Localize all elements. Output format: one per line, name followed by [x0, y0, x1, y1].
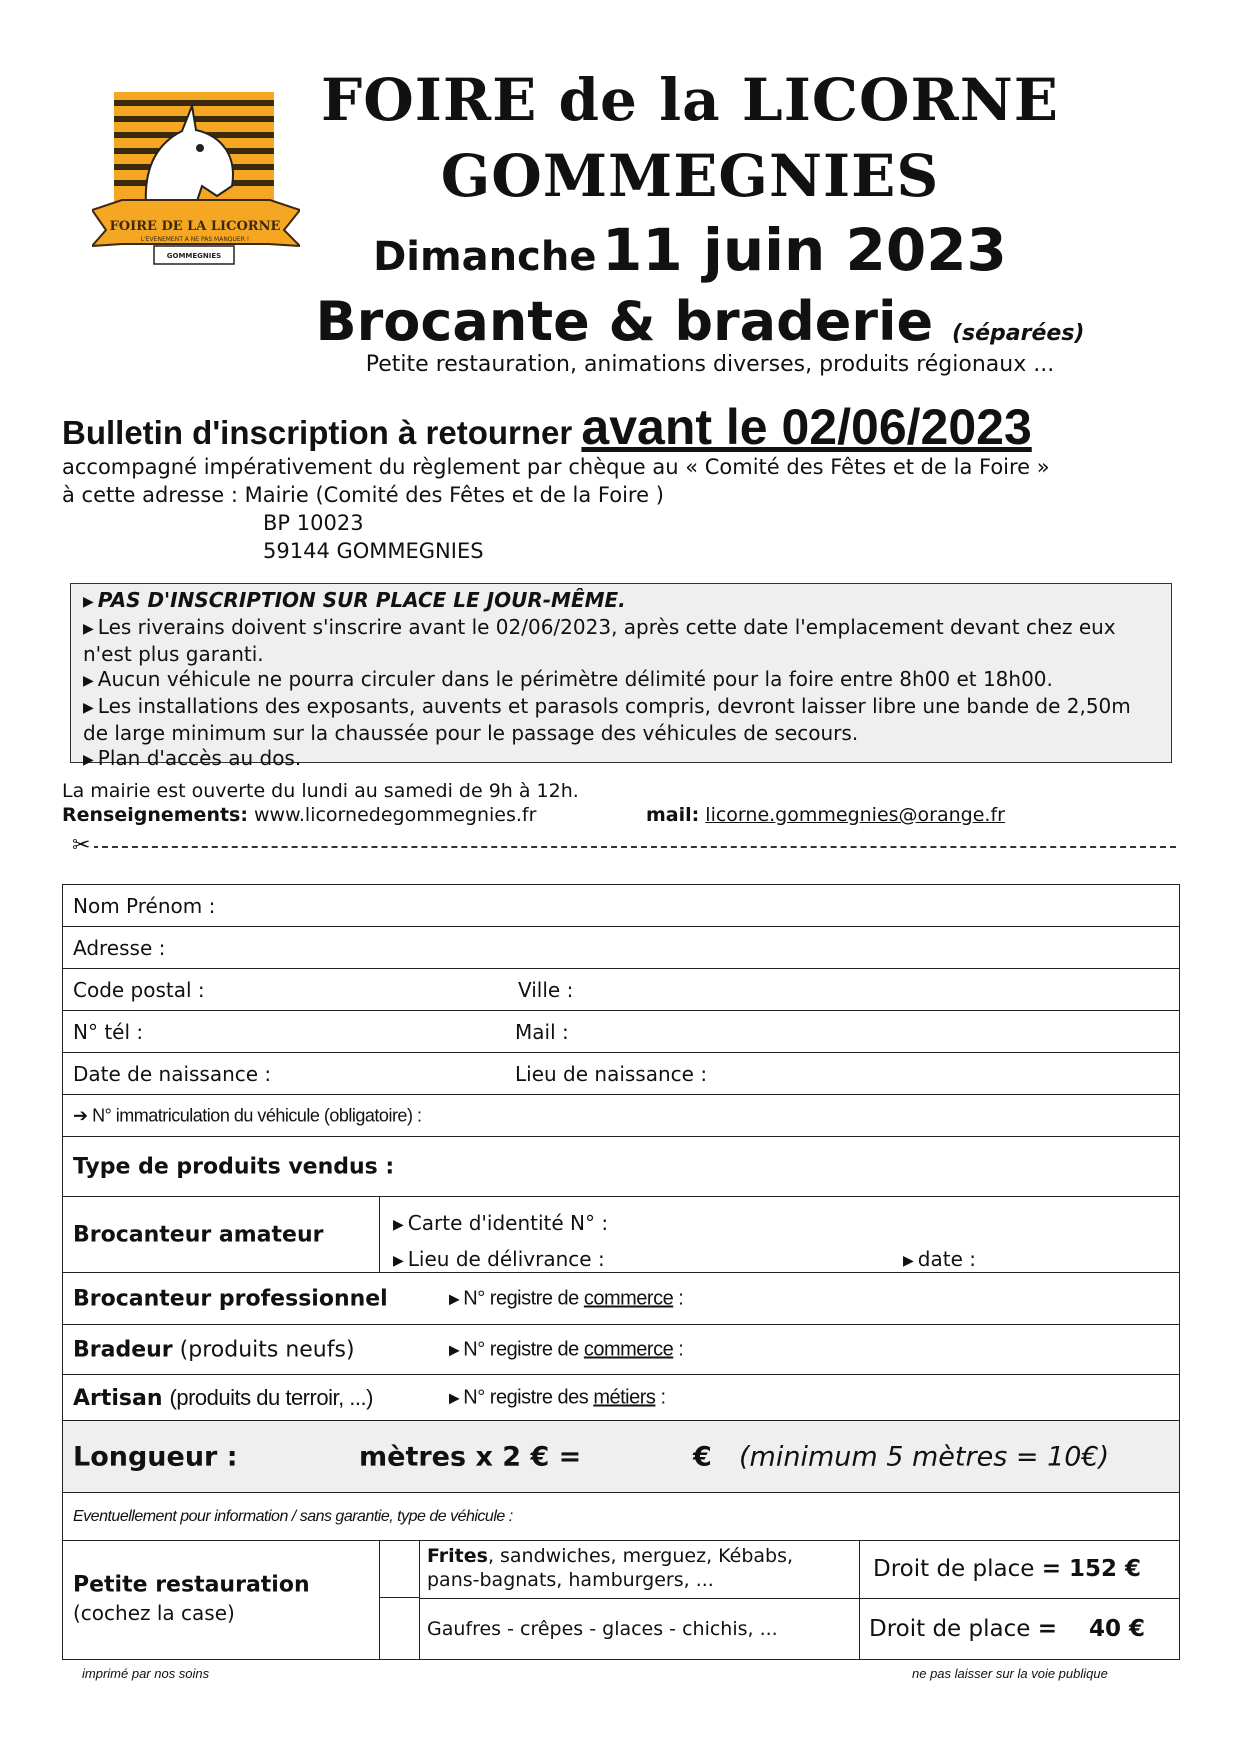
field-ville: Ville : [518, 977, 574, 1002]
footer-right: ne pas laisser sur la voie publique [912, 1666, 1108, 1681]
divider [859, 1541, 860, 1659]
registre-suffix: : [678, 1287, 684, 1309]
bulletin-text: Bulletin d'inscription à retourner [62, 414, 573, 451]
label-metres: mètres x 2 € = [359, 1441, 582, 1472]
triangle-right-icon: ▶ [449, 1341, 460, 1357]
gaufres-text: Gaufres - crêpes - glaces - chichis, ... [427, 1618, 778, 1640]
artisan-note: (produits du terroir, ...) [169, 1384, 373, 1410]
event-name [300, 290, 1100, 353]
field-nom: Nom Prénom : [73, 893, 216, 918]
droit-place-2 [869, 1616, 1145, 1642]
logo-tagline: L'EVENEMENT A NE PAS MANQUER ! [140, 236, 250, 243]
droit-label: Droit de place [873, 1556, 1035, 1582]
logo-text: FOIRE DE LA LICORNE [109, 219, 281, 234]
label-amateur: Brocanteur amateur [73, 1222, 324, 1247]
droit-label: Droit de place [869, 1616, 1031, 1642]
triangle-right-icon: ▶ [393, 1217, 404, 1233]
label-euro: € [693, 1441, 712, 1472]
field-adresse: Adresse : [73, 935, 166, 960]
notice-item [83, 746, 1159, 773]
notice-text: Les installations des exposants, auvents et parasols compris, devront laisser libre une bande de 2,50m de large minimum sur la chaussée pour le passage des véhicules de secours. [83, 694, 1131, 745]
metiers-word: métiers [593, 1386, 656, 1408]
frites-rest: , sandwiches, merguez, Kébabs, pans-bagnats, hamburgers, ... [427, 1545, 794, 1591]
immat-label: N° immatriculation du véhicule (obligatoire) : [92, 1105, 422, 1125]
row-code-postal[interactable] [63, 969, 1179, 1011]
mail-label: mail: [646, 804, 700, 826]
field-code-postal: Code postal : [73, 977, 205, 1002]
triangle-right-icon: ▶ [393, 1253, 404, 1269]
row-tel[interactable] [63, 1011, 1179, 1053]
droit-place-1 [873, 1556, 1141, 1582]
notice-item [83, 588, 1159, 615]
bulletin-deadline: avant le 02/06/2023 [581, 399, 1032, 455]
label-minimum: (minimum 5 mètres = 10€) [739, 1441, 1110, 1472]
event-note: (séparées) [951, 321, 1085, 346]
field-mail: Mail : [515, 1019, 569, 1044]
field-immat [73, 1105, 421, 1126]
field-vehicule-info: Eventuellement pour information / sans garantie, type de véhicule : [73, 1507, 513, 1525]
email-link[interactable]: licorne.gommegnies@orange.fr [705, 804, 1005, 826]
triangle-right-icon: ▶ [449, 1290, 460, 1306]
row-professionnel[interactable] [63, 1273, 1179, 1325]
row-amateur[interactable] [63, 1197, 1179, 1273]
logo-place: GOMMEGNIES [166, 252, 222, 260]
triangle-right-icon: ▶ [83, 752, 94, 768]
triangle-right-icon: ▶ [83, 594, 94, 610]
label-bradeur [73, 1337, 355, 1362]
bulletin-address1: BP 10023 [263, 511, 364, 535]
subtitle: Petite restauration, animations diverses, produits régionaux ... [365, 352, 1055, 377]
row-bradeur[interactable] [63, 1325, 1179, 1375]
row-type-produits[interactable] [63, 1137, 1179, 1197]
renseignements [62, 804, 536, 826]
registration-form [62, 884, 1180, 1660]
divider [419, 1598, 1179, 1599]
registre-word: commerce [583, 1338, 674, 1360]
metiers-suffix: : [660, 1386, 666, 1408]
divider [379, 1197, 380, 1272]
label-longueur: Longueur : [73, 1441, 238, 1472]
triangle-right-icon: ▶ [83, 621, 94, 637]
row-restauration [63, 1541, 1179, 1659]
label-artisan [73, 1385, 373, 1411]
triangle-right-icon: ▶ [903, 1253, 914, 1269]
label-restauration: Petite restauration [73, 1572, 310, 1598]
prix-frites: = 152 € [1041, 1556, 1142, 1582]
notice-item [83, 667, 1159, 694]
notice-text: Aucun véhicule ne pourra circuler dans le périmètre délimité pour la foire entre 8h00 et 18h00. [97, 667, 1053, 691]
registre-prefix: N° registre de [463, 1338, 579, 1360]
field-date-delivrance [903, 1247, 976, 1271]
arrow-right-icon: ➔ [73, 1105, 93, 1125]
artisan-label: Artisan [73, 1385, 163, 1411]
label-cochez: (cochez la case) [73, 1601, 235, 1625]
checkbox-gaufres[interactable] [379, 1598, 419, 1659]
row-naissance[interactable] [63, 1053, 1179, 1095]
notice-box [70, 583, 1172, 770]
field-registre-metiers [449, 1386, 666, 1409]
field-date-naissance: Date de naissance : [73, 1061, 272, 1086]
website-link[interactable]: www.licornedegommegnies.fr [254, 804, 537, 826]
row-adresse[interactable] [63, 927, 1179, 969]
field-lieu-naissance: Lieu de naissance : [515, 1061, 708, 1086]
checkbox-frites[interactable] [379, 1541, 419, 1598]
divider [419, 1541, 420, 1659]
field-registre-commerce-bradeur [449, 1338, 683, 1361]
prix-gaufres: = 40 € [1037, 1616, 1146, 1642]
mairie-hours: La mairie est ouverte du lundi au samedi de 9h à 12h. [62, 780, 579, 802]
field-type-produits: Type de produits vendus : [73, 1154, 395, 1179]
logo [92, 86, 300, 286]
bradeur-label: Bradeur [73, 1337, 173, 1362]
label-professionnel: Brocanteur professionnel [73, 1286, 388, 1311]
frites-text [427, 1544, 827, 1592]
notice-item [83, 694, 1159, 746]
event-date [300, 216, 1080, 284]
frites-label: Frites [427, 1545, 488, 1567]
triangle-right-icon: ▶ [83, 673, 94, 689]
title-line2: GOMMEGNIES [440, 142, 940, 210]
registre-word: commerce [583, 1287, 674, 1309]
metiers-prefix: N° registre des [463, 1386, 589, 1408]
date-delivrance-label: date : [917, 1247, 976, 1271]
bulletin-address2: 59144 GOMMEGNIES [263, 539, 484, 563]
field-lieu-delivrance [393, 1247, 605, 1271]
notice-item [83, 615, 1159, 667]
row-artisan[interactable] [63, 1375, 1179, 1421]
field-tel: N° tél : [73, 1019, 144, 1044]
notice-text: Plan d'accès au dos. [97, 746, 302, 770]
bulletin-line1: accompagné impérativement du règlement par chèque au « Comité des Fêtes et de la Foire » [62, 455, 1050, 479]
bulletin-line2: à cette adresse : Mairie (Comité des Fêtes et de la Foire ) [62, 483, 664, 507]
field-carte [393, 1211, 608, 1235]
event-title: Brocante & braderie [315, 290, 934, 353]
footer-left: imprimé par nos soins [82, 1666, 210, 1681]
cut-line [72, 846, 1176, 848]
registre-suffix: : [678, 1338, 684, 1360]
mail-info [646, 804, 1005, 826]
row-longueur[interactable] [63, 1421, 1179, 1493]
row-immat[interactable] [63, 1095, 1179, 1137]
notice-text: PAS D'INSCRIPTION SUR PLACE LE JOUR-MÊME. [97, 588, 626, 612]
registre-prefix: N° registre de [463, 1287, 579, 1309]
date-prefix: Dimanche [373, 234, 597, 280]
triangle-right-icon: ▶ [83, 700, 94, 716]
carte-label: Carte d'identité N° : [407, 1211, 609, 1235]
field-registre-commerce [449, 1287, 683, 1310]
notice-text: Les riverains doivent s'inscrire avant le 02/06/2023, après cette date l'emplacement devant chez eux n'est plus garanti. [83, 615, 1116, 666]
bradeur-note: (produits neufs) [179, 1337, 355, 1362]
triangle-right-icon: ▶ [449, 1389, 460, 1405]
bulletin-heading [62, 398, 1032, 456]
date-main: 11 juin 2023 [602, 216, 1007, 284]
row-nom[interactable] [63, 885, 1179, 927]
title-line1: FOIRE de la LICORNE [321, 66, 1059, 134]
scissors-icon: ✂ [72, 834, 94, 858]
renseignements-label: Renseignements: [62, 804, 248, 826]
lieu-delivrance-label: Lieu de délivrance : [407, 1247, 605, 1271]
row-vehicule-info[interactable] [63, 1493, 1179, 1541]
